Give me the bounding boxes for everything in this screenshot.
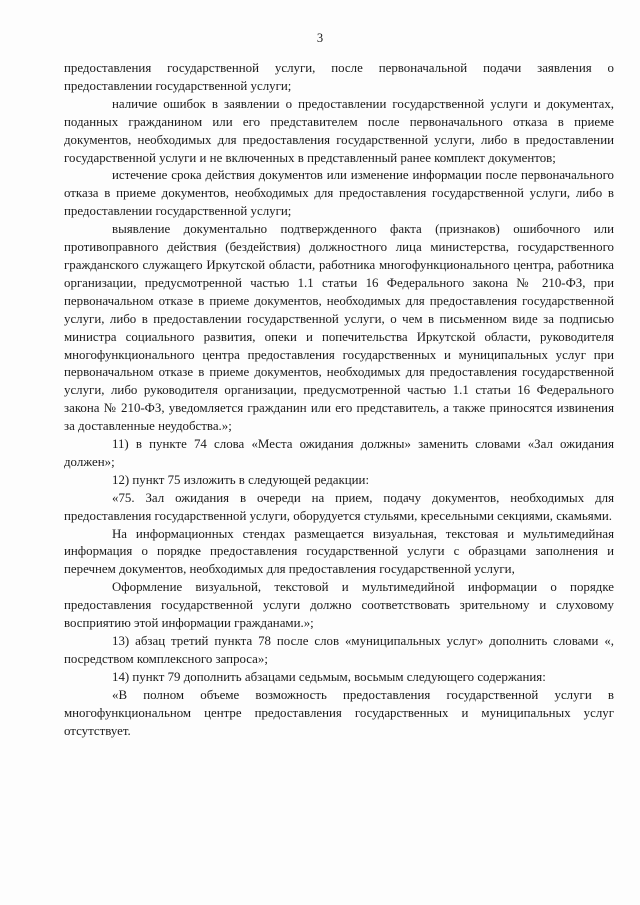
document-body: [64, 60, 614, 740]
paragraph-item-12: 12) пункт 75 изложить в следующей редакции:: [112, 472, 370, 487]
paragraph-continuation: предоставления государственной услуги, после первоначальной подачи заявления о предоставлении государственной услуги;: [64, 61, 614, 93]
paragraph-item-13: 13) абзац третий пункта 78 после слов «муниципальных услуг» дополнить словами «, посредством комплексного запроса»;: [64, 634, 614, 666]
paragraph-erroneous-action: выявление документально подтвержденного факта (признаков) ошибочного или противоправного действия (бездействия) должностного лица министерства, государственного гражданского служащего Иркутской области, работника многофункционального центра, работника организации, предусмотренной частью 1.1 статьи 16 Федерального закона № 210-ФЗ, при первоначальном отказе в приеме документов, необходимых для предоставления государственной услуги, либо в предоставлении государственной услуги, о чем в письменном виде за подписью министра социального развития, опеки и попечительства Иркутской области, руководителя многофункционального центра предоставления государственных и муниципальных услуг при первоначальном отказе в приеме документов, необходимых для предоставления государственной услуги, либо руководителя организации, предусмотренной частью 1.1 статьи 16 Федерального закона № 210-ФЗ, уведомляется гражданин или его представитель, а также приносятся извинения за доставленные неудобства.»;: [64, 222, 614, 434]
paragraph-info-design: Оформление визуальной, текстовой и мультимедийной информации о порядке предоставления государственной услуги должно соответствовать зрительному и слуховому восприятию этой информации гражданами.»;: [64, 580, 614, 631]
paragraph-item-11: 11) в пункте 74 слова «Места ожидания должны» заменить словами «Зал ожидания должен»;: [64, 437, 614, 469]
page-number: 3: [316, 31, 324, 45]
paragraph-point-75: «75. Зал ожидания в очереди на прием, подачу документов, необходимых для предоставления государственной услуги, оборудуется стульями, кресельными секциями, скамьями.: [64, 490, 614, 523]
paragraph-full-scope: «В полном объеме возможность предоставления государственной услуги в многофункциональном центре предоставления государственных и муниципальных услуг отсутствует.: [64, 687, 614, 738]
paragraph-item-14: 14) пункт 79 дополнить абзацами седьмым, восьмым следующего содержания:: [112, 669, 546, 684]
paragraph-expiry-of-documents: истечение срока действия документов или изменение информации после первоначального отказа в приеме документов, необходимых для предоставления государственной услуги, либо в предоставлении государственной услуги;: [64, 168, 614, 219]
paragraph-errors-in-application: наличие ошибок в заявлении о предоставлении государственной услуги и документах, поданных гражданином или его представителем после первоначального отказа в приеме документов, необходимых для предоставления государственной услуги, либо в предоставлении государственной услуги и не включенных в представленный ранее комплект документов;: [64, 96, 614, 165]
paragraph-info-stands: На информационных стендах размещается визуальная, текстовая и мультимедийная информация о порядке предоставления государственной услуги с образцами заполнения и перечнем документов, необходимых для предоставления государственной услуги,: [64, 526, 614, 577]
